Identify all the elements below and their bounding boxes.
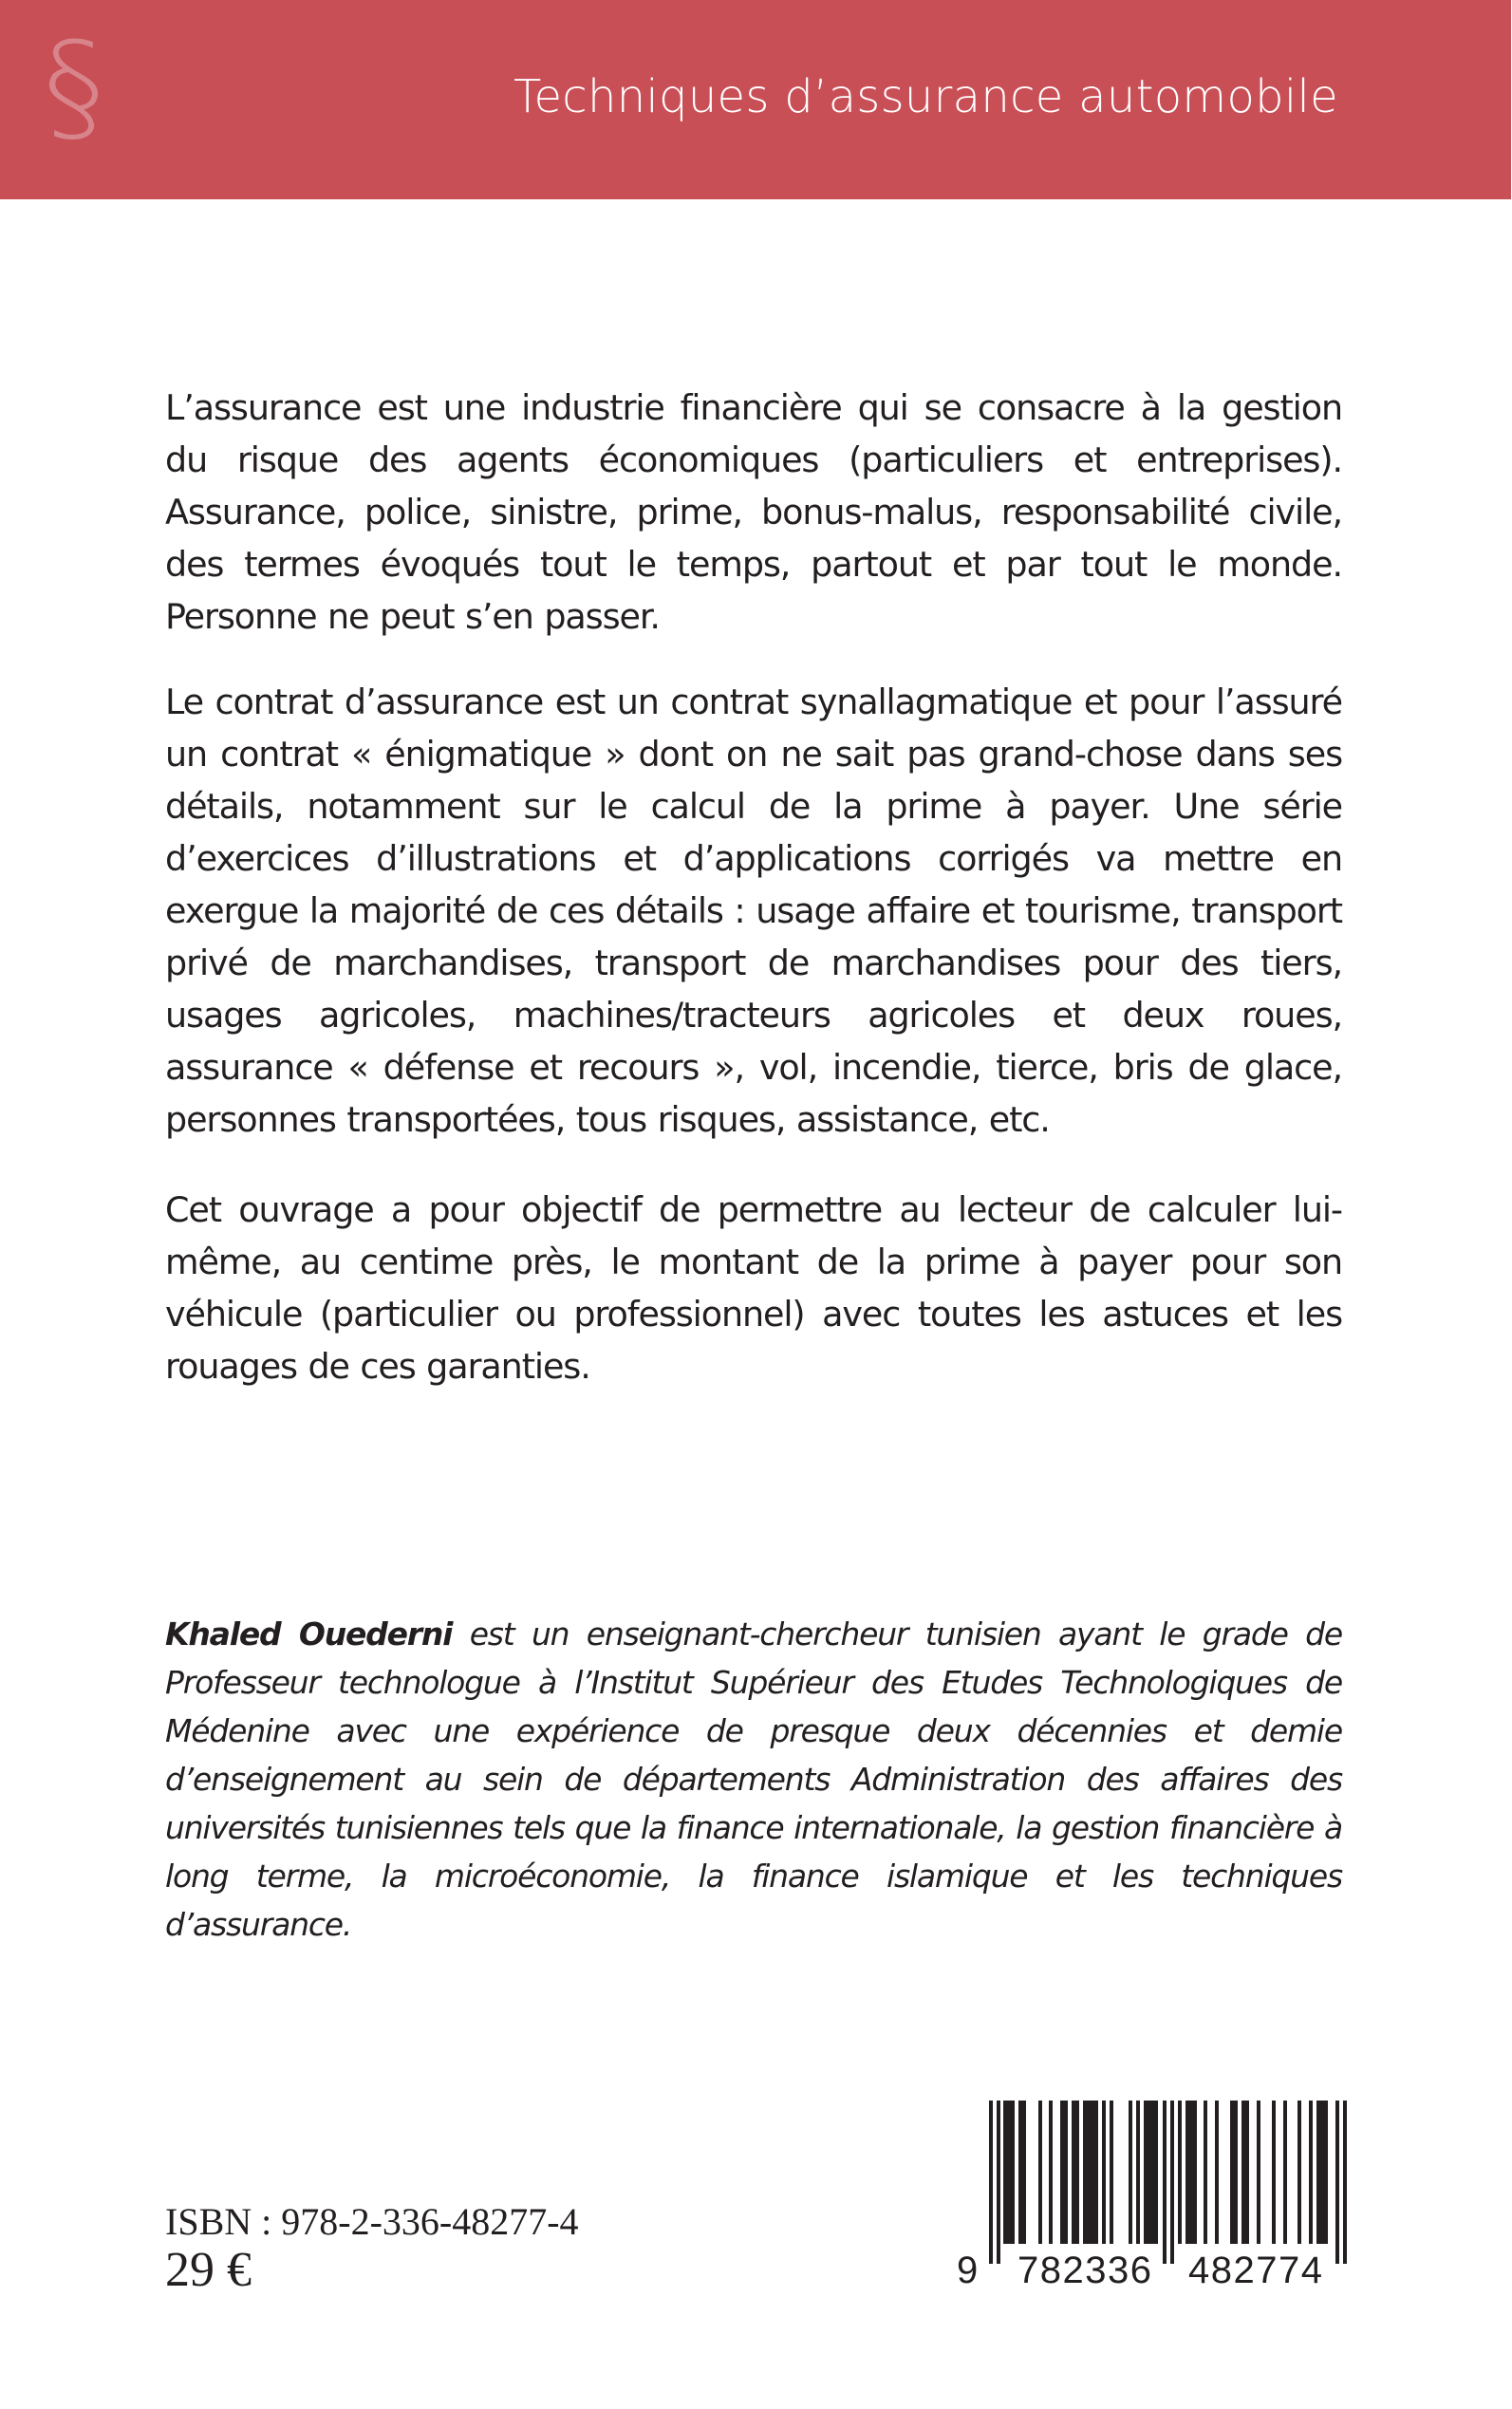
author-bio-text: est un enseignant-chercheur tunisien ayant le grade de Professeur technologue à l’Institut Supérieur des Etudes Technologiques de Médenine avec une expérience de presque deux décennies et demie d’enseignement au sein de départements Administration des affaires des universités tunisiennes tels que la finance internationale, la gestion financière à long terme, la microéconomie, la finance islamique et les techniques d’assurance. <box>165 1615 1342 1943</box>
barcode-left-digits: 782336 <box>1017 2250 1153 2291</box>
section-sign-icon: § <box>44 17 104 159</box>
book-title: Techniques d’assurance automobile <box>513 70 1338 123</box>
paragraph-contract: Le contrat d’assurance est un contrat synallagmatique et pour l’assuré un contrat « énigmatique » dont on ne sait pas grand-chose dans ses détails, notamment sur le calcul de la prime à payer. Une série d’exercices d’illustrations et d’applications corrigés va mettre en exergue la majorité de ces détails : usage affaire et tourisme, transport privé de marchandises, transport de marchandises pour des tiers, usages agricoles, machines/tracteurs agricoles et deux roues, assurance « défense et recours », vol, incendie, tierce, bris de glace, personnes transportées, tous risques, assistance, etc. <box>165 682 1342 1140</box>
price-label: 29 € <box>165 2243 252 2297</box>
author-bio <box>165 1610 1342 1949</box>
paragraph-intro: L’assurance est une industrie financière qui se consacre à la gestion du risque des agents économiques (particuliers et entreprises). Assurance, police, sinistre, prime, bonus-malus, responsabilité civile, des termes évoqués tout le temps, partout et par tout le monde. Personne ne peut s’en passer. <box>165 387 1342 637</box>
author-name: Khaled Ouederni <box>165 1615 453 1653</box>
paragraph-objective: Cet ouvrage a pour objectif de permettre au lecteur de calculer lui-même, au centime près, le montant de la prime à payer pour son véhicule (particulier ou professionnel) avec toutes les astuces et les rouages de ces garanties. <box>165 1189 1342 1387</box>
isbn-label: ISBN : 978-2-336-48277-4 <box>165 2200 579 2243</box>
barcode-right-digits: 482774 <box>1188 2250 1324 2291</box>
barcode-first-digit: 9 <box>957 2250 979 2291</box>
header-banner <box>0 0 1511 199</box>
